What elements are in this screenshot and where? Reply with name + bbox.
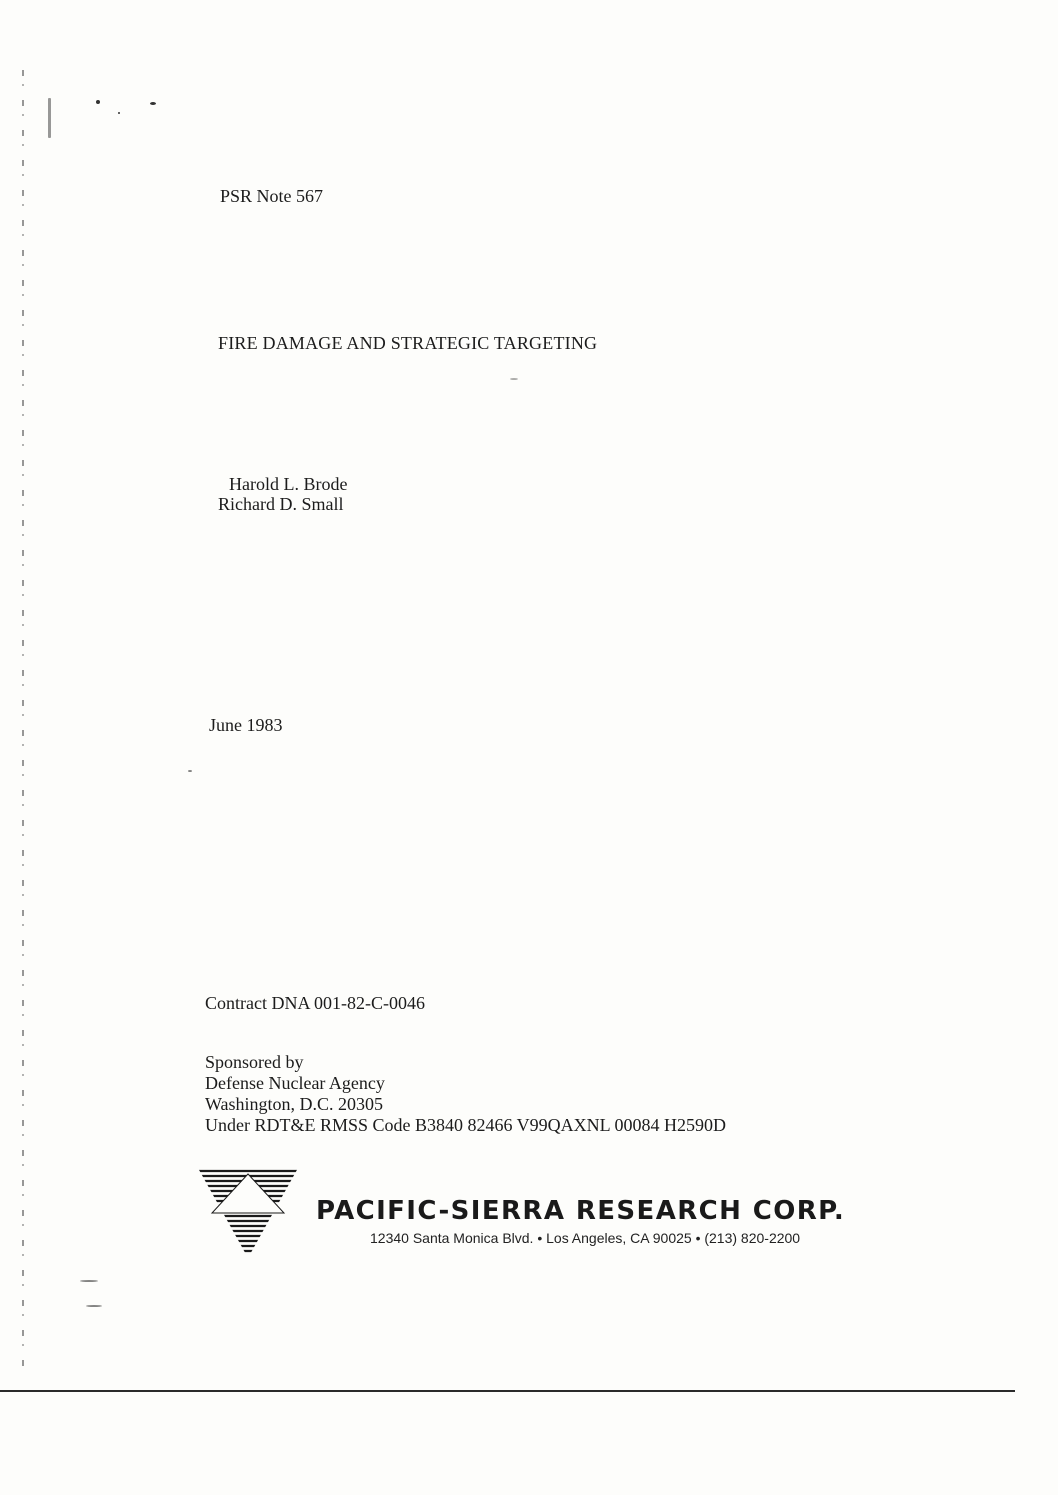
scan-speck xyxy=(118,112,120,114)
note-number: PSR Note 567 xyxy=(220,186,324,206)
scan-speck xyxy=(96,100,100,104)
publisher-name: PACIFIC-SIERRA RESEARCH CORP. xyxy=(316,1196,846,1226)
sponsor-line: Washington, D.C. 20305 xyxy=(205,1094,384,1114)
publisher-address: 12340 Santa Monica Blvd. • Los Angeles, CA 90025 • (213) 820-2200 xyxy=(370,1230,801,1246)
scan-speck xyxy=(48,98,51,138)
scan-speck xyxy=(188,770,192,772)
author-name: Harold L. Brode xyxy=(229,474,348,494)
psr-triangle-logo-icon xyxy=(198,1168,298,1258)
scan-speck xyxy=(80,1280,98,1282)
document-date: June 1983 xyxy=(209,715,283,735)
binding-edge xyxy=(22,70,24,1370)
publisher-block xyxy=(198,1168,938,1263)
bottom-rule xyxy=(0,1390,1015,1392)
sponsor-block xyxy=(205,1052,726,1136)
document-title: FIRE DAMAGE AND STRATEGIC TARGETING xyxy=(218,333,598,353)
contract-number: Contract DNA 001-82-C-0046 xyxy=(205,993,425,1013)
sponsor-line: Sponsored by xyxy=(205,1052,304,1072)
sponsor-line: Defense Nuclear Agency xyxy=(205,1073,385,1093)
scan-speck xyxy=(510,378,518,380)
scan-speck xyxy=(150,102,156,105)
sponsor-line: Under RDT&E RMSS Code B3840 82466 V99QAXNL 00084 H2590D xyxy=(205,1115,727,1135)
author-name: Richard D. Small xyxy=(218,494,344,514)
scan-speck xyxy=(86,1305,102,1307)
